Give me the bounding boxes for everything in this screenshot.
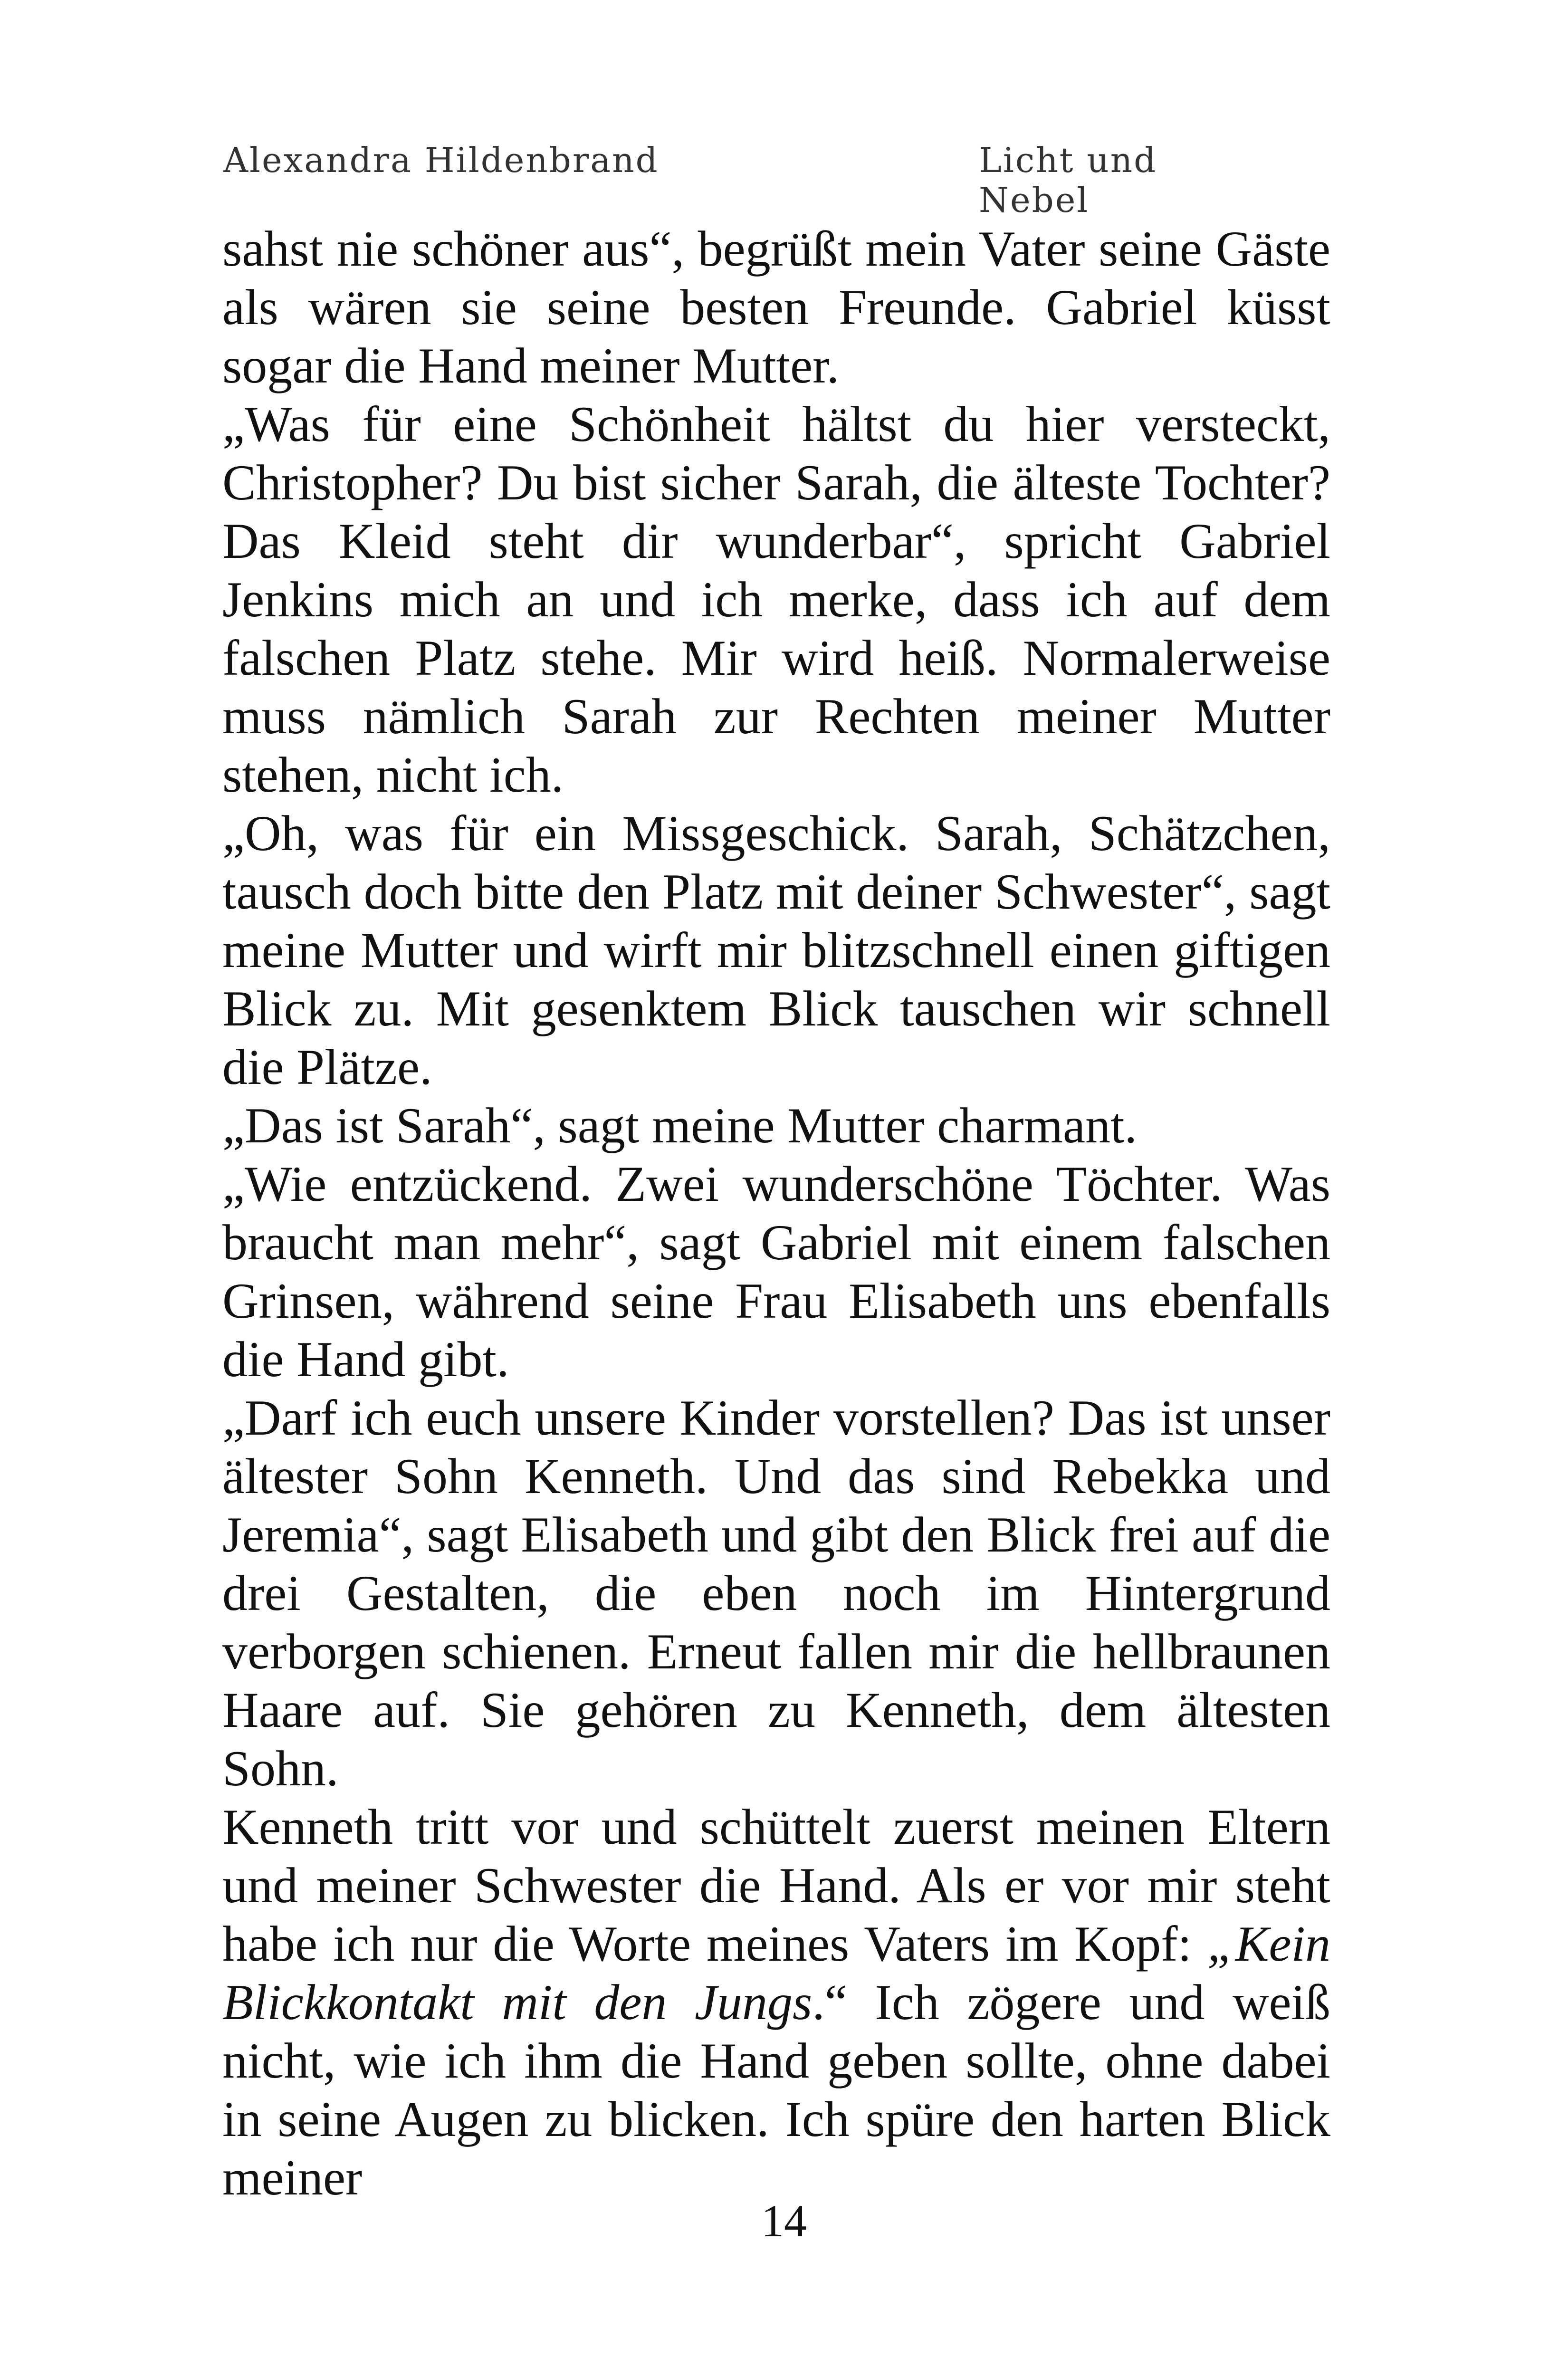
header-book-title: Licht und Nebel (979, 140, 1157, 220)
page-body (222, 220, 1330, 2207)
paragraph-4: „Das ist Sarah“, sagt meine Mutter charmant. (222, 1098, 1138, 1153)
paragraph-2: „Was für eine Schönheit hältst du hier versteckt, Christopher? Du bist sicher Sarah, die älteste Tochter? Das Kleid steht dir wunderbar“, spricht Gabriel Jenkins mich an und ich merke, dass ich auf dem falschen Platz stehe. Mir wird heiß. Normalerweise muss nämlich Sarah zur Rechten meiner Mutter stehen, nicht ich. (222, 396, 1330, 803)
page-number: 14 (761, 2195, 807, 2246)
paragraph-3: „Oh, was für ein Missgeschick. Sarah, Schätzchen, tausch doch bitte den Platz mit deiner Schwester“, sagt meine Mutter und wirft mir blitzschnell einen giftigen Blick zu. Mit gesenktem Blick tauschen wir schnell die Plätze. (222, 805, 1330, 1095)
paragraph-6: „Darf ich euch unsere Kinder vorstellen? Das ist unser ältester Sohn Kenneth. Und das sind Rebekka und Jeremia“, sagt Elisabeth und gibt den Blick frei auf die drei Gestalten, die eben noch im Hintergrund verborgen schienen. Erneut fallen mir die hellbraunen Haare auf. Sie gehören zu Kenneth, dem ältesten Sohn. (222, 1390, 1330, 1796)
paragraph-7 (222, 1798, 1330, 2207)
header-author: Alexandra Hildenbrand (223, 140, 659, 180)
paragraph-7-text-after: .“ Ich zögere und weiß nicht, wie ich ihm die Hand geben sollte, ohne dabei in seine Augen zu blicken. Ich spüre den harten Blick meiner (222, 1974, 1330, 2205)
paragraph-7-italic-quote: „Kein Blickkontakt mit den Jungs (222, 1916, 1330, 2030)
paragraph-1: sahst nie schöner aus“, begrüßt mein Vater seine Gäste als wären sie seine besten Freunde. Gabriel küsst sogar die Hand meiner Mutter. (222, 221, 1330, 393)
paragraph-7-text-before: Kenneth tritt vor und schüttelt zuerst meinen Eltern und meiner Schwester die Hand. Als er vor mir steht habe ich nur die Worte meines Vaters im Kopf: (222, 1799, 1330, 1972)
running-header (223, 140, 1250, 220)
paragraph-5: „Wie entzückend. Zwei wunderschöne Töchter. Was braucht man mehr“, sagt Gabriel mit einem falschen Grinsen, während seine Frau Elisabeth uns ebenfalls die Hand gibt. (222, 1156, 1330, 1387)
